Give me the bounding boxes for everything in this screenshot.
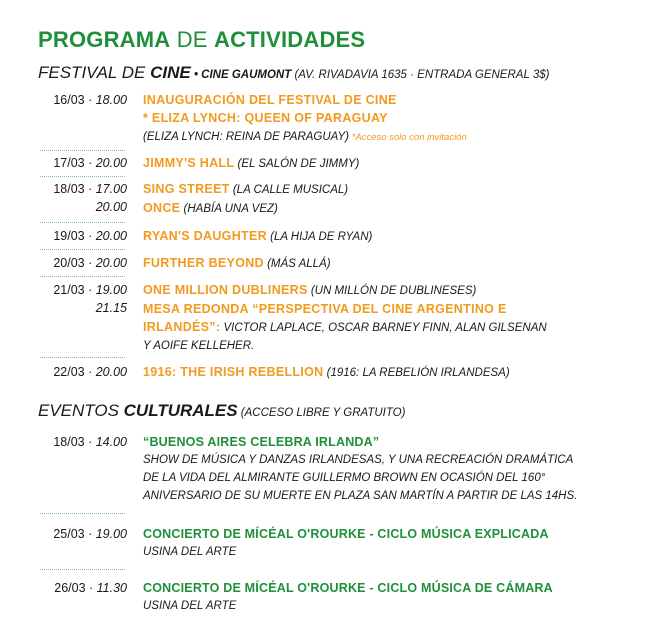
page-title: PROGRAMA DE ACTIVIDADES — [38, 27, 366, 52]
divider — [40, 176, 125, 177]
divider — [40, 222, 125, 223]
divider — [40, 150, 125, 151]
events-heading: EVENTOS CULTURALES (ACCESO LIBRE Y GRATUITO) — [38, 401, 406, 420]
entry-date: 16/03 · 18.00 — [53, 93, 127, 107]
divider — [40, 276, 125, 277]
divider — [40, 357, 125, 358]
entry-body: INAUGURACIÓN DEL FESTIVAL DE CINE * ELIZA LYNCH: QUEEN OF PARAGUAY (ELIZA LYNCH: REINA DE PARAGUAY) *Acceso solo con invitación — [143, 93, 467, 143]
divider — [40, 513, 125, 514]
festival-heading: FESTIVAL DE CINE • CINE GAUMONT (AV. RIVADAVIA 1635 · ENTRADA GENERAL 3$) — [38, 63, 550, 82]
divider — [40, 569, 125, 570]
divider — [40, 249, 125, 250]
